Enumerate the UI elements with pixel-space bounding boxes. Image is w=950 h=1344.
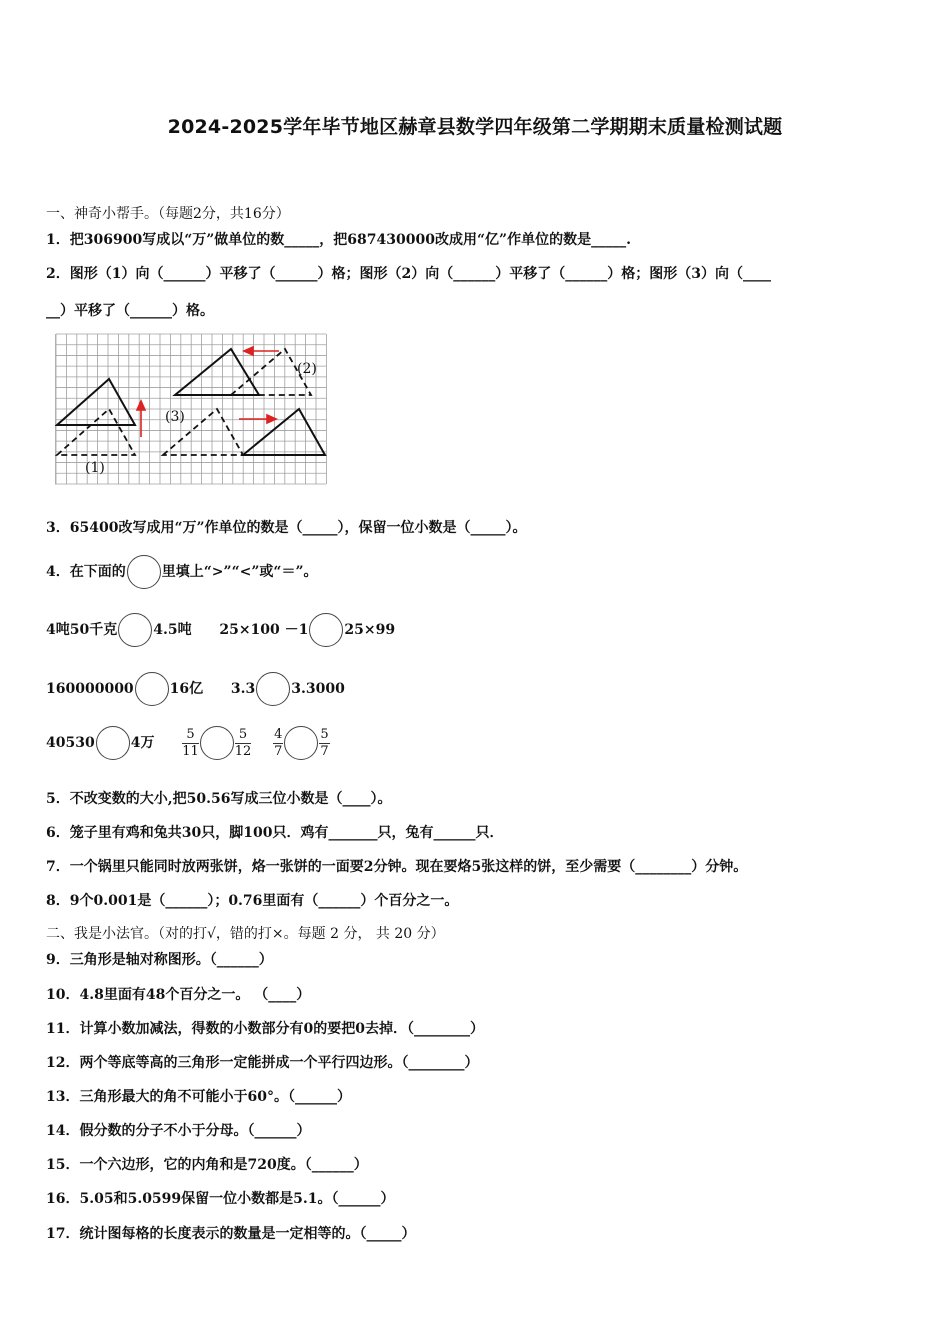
question-2-line-1: 2．图形（1）向（______）平移了（______）格；图形（2）向（______）平移了（______）格；图形（3）向（____ <box>46 266 771 282</box>
question-9: 9．三角形是轴对称图形。（______） <box>46 952 273 968</box>
compare-circle <box>127 555 161 589</box>
question-13: 13．三角形最大的角不可能小于60°。（______） <box>46 1089 351 1105</box>
compare-left: 160000000 <box>46 681 134 697</box>
section-2-heading: 二、我是小法官。（对的打√，错的打×。每题 2 分， 共 20 分） <box>46 926 445 942</box>
figure-label-3: (3) <box>165 409 185 425</box>
answer-circle[interactable] <box>118 613 152 647</box>
triangle-2-solid <box>175 349 259 395</box>
compare-right: 3.3000 <box>291 681 345 697</box>
page-title: 2024-2025学年毕节地区赫章县数学四年级第二学期期末质量检测试题 <box>167 116 783 138</box>
compare-left: 4吨50千克 <box>46 622 118 638</box>
compare-row-2 <box>46 672 345 706</box>
answer-circle[interactable] <box>200 726 234 760</box>
compare-row-1 <box>46 613 395 647</box>
question-2-line-2: __）平移了（______）格。 <box>46 303 214 319</box>
question-14: 14．假分数的分子不小于分母。（______） <box>46 1123 311 1139</box>
question-4-suffix: 里填上“>”“<”或“＝”。 <box>161 564 318 580</box>
triangle-3-solid <box>243 409 325 455</box>
question-5: 5．不改变数的大小,把50.56写成三位小数是（____）。 <box>46 791 392 807</box>
answer-circle[interactable] <box>96 726 130 760</box>
figure-label-1: (1) <box>85 460 105 476</box>
section-1-heading: 一、神奇小帮手。（每题2分，共16分） <box>46 206 290 222</box>
question-10: 10．4.8里面有48个百分之一。 （____） <box>46 987 311 1003</box>
question-15: 15．一个六边形，它的内角和是720度。（______） <box>46 1157 368 1173</box>
compare-left: 40530 <box>46 735 95 751</box>
question-4 <box>46 555 318 589</box>
question-12: 12．两个等底等高的三角形一定能拼成一个平行四边形。（________） <box>46 1055 479 1071</box>
answer-circle[interactable] <box>135 672 169 706</box>
compare-right: 4.5吨 <box>153 622 192 638</box>
compare-right: 16亿 <box>169 681 204 697</box>
fraction-3: $\frac{4}{7}$ <box>274 726 283 759</box>
question-16: 16．5.05和5.0599保留一位小数都是5.1。（______） <box>46 1191 395 1207</box>
question-3: 3．65400改写成用“万”作单位的数是（_____），保留一位小数是（_____）。 <box>46 520 527 536</box>
triangle-1-solid <box>57 379 135 425</box>
compare-right: 4万 <box>130 735 155 751</box>
compare-right: 25×99 <box>344 622 396 638</box>
question-7: 7．一个锅里只能同时放两张饼，烙一张饼的一面要2分钟。现在要烙5张这样的饼，至少需要（________）分钟。 <box>46 859 748 875</box>
question-4-prefix: 4．在下面的 <box>46 564 126 580</box>
question-8: 8．9个0.001是（______）；0.76里面有（______）个百分之一。 <box>46 893 459 909</box>
fraction-1: $\frac{5}{11}$ <box>182 726 199 759</box>
answer-circle[interactable] <box>256 672 290 706</box>
compare-left: 3.3 <box>230 681 256 697</box>
answer-circle[interactable] <box>309 613 343 647</box>
question-17: 17．统计图每格的长度表示的数量是一定相等的。（_____） <box>46 1226 416 1242</box>
fraction-2: $\frac{5}{12}$ <box>234 726 252 759</box>
translation-grid-figure <box>55 333 327 485</box>
question-11: 11．计算小数加减法，得数的小数部分有0的要把0去掉．（________） <box>46 1021 484 1037</box>
question-6: 6．笼子里有鸡和兔共30只，脚100只．鸡有_______只，兔有______只． <box>46 825 504 841</box>
fraction-4: $\frac{5}{7}$ <box>320 726 329 759</box>
answer-circle[interactable] <box>284 726 318 760</box>
compare-left: 25×100 －1 <box>219 622 309 638</box>
question-1: 1．把306900写成以“万”做单位的数_____，把687430000改成用“亿”作单位的数是_____. <box>46 232 631 248</box>
figure-label-2: (2) <box>297 361 317 377</box>
compare-row-3 <box>46 726 330 760</box>
